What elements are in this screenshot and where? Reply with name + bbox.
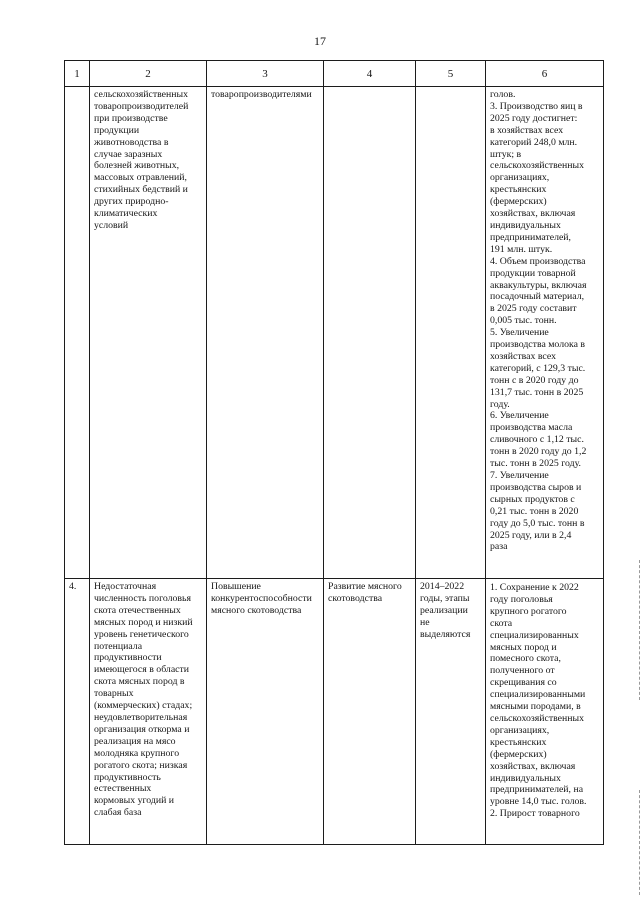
- table-row: [65, 87, 604, 579]
- program-table: [64, 60, 604, 845]
- task-text: [324, 87, 415, 89]
- problem-text: Недостаточная численность поголовья скота отечественных мясных пород и низкий уровень генетического потенциала продуктивности имеющегося в области скота мясных пород в товарных (коммерческих) стадах; неудовлетворительная организация откорма и реализация на мясо молодняка крупного рогатого скота; низкая продуктивность естественных кормовых угодий и слабая база: [94, 581, 193, 819]
- period-cell: [416, 579, 486, 845]
- results-cell: [486, 579, 604, 845]
- goal-text: товаропроизводителями: [211, 89, 312, 100]
- task-cell: [324, 87, 416, 579]
- period-cell: [416, 87, 486, 579]
- column-number-2: 2: [90, 61, 207, 87]
- page-number: 17: [314, 34, 326, 48]
- goal-cell: [207, 87, 324, 579]
- goal-cell: [207, 579, 324, 845]
- row-number: [65, 87, 89, 89]
- column-number-5: 5: [416, 61, 486, 87]
- task-text: Развитие мясного скотоводства: [328, 581, 402, 604]
- table-header-row: [65, 61, 604, 87]
- problem-text: сельскохозяйственных товаропроизводителей при производстве продукции животноводства в случае заразных болезней животных, массовых отравлений, стихийных бедствий и других природно- климатических условий: [94, 89, 189, 231]
- row-number-cell: [65, 87, 90, 579]
- results-text: 1. Сохранение к 2022 году поголовья крупного рогатого скота специализированных мясных пород и помесного скота, полученного от скрещивания со специализированными мясными породами, в сельскохозяйственных организациях, крестьянских (фермерских) хозяйствах, включая индивидуальных предпринимателей, на уровне 14,0 тыс. голов. 2. Прирост товарного: [490, 582, 587, 820]
- column-number-3: 3: [207, 61, 324, 87]
- column-number-6: 6: [486, 61, 604, 87]
- period-text: [416, 87, 485, 89]
- goal-text: Повышение конкурентоспособности мясного скотоводства: [211, 581, 312, 616]
- task-cell: [324, 579, 416, 845]
- problem-cell: [90, 579, 207, 845]
- results-cell: [486, 87, 604, 579]
- row-number: 4.: [69, 581, 77, 592]
- period-text: 2014–2022 годы, этапы реализации не выделяются: [420, 581, 471, 640]
- column-number-1: 1: [65, 61, 90, 87]
- table-row: [65, 579, 604, 845]
- column-number-4: 4: [324, 61, 416, 87]
- problem-cell: [90, 87, 207, 579]
- results-text: голов. 3. Производство яиц в 2025 году достигнет: в хозяйствах всех категорий 248,0 млн. штук; в сельскохозяйственных организациях, крестьянских (фермерских) хозяйствах, включая индивидуальных предпринимателей, 191 млн. штук. 4. Объем производства продукции товарной аквакультуры, включая посадочный материал, в 2025 году составит 0,005 тыс. тонн. 5. Увеличение производства молока в хозяйствах всех категорий, с 129,3 тыс. тонн с в 2020 году до 131,7 тыс. тонн в 2025 году. 6. Увеличение производства масла сливочного с 1,12 тыс. тонн в 2020 году до 1,2 тыс. тонн в 2025 году. 7. Увеличение производства сыров и сырных продуктов с 0,21 тыс. тонн в 2020 году до 5,0 тыс. тонн в 2025 году, или в 2,4 раза: [490, 89, 587, 553]
- row-number-cell: [65, 579, 90, 845]
